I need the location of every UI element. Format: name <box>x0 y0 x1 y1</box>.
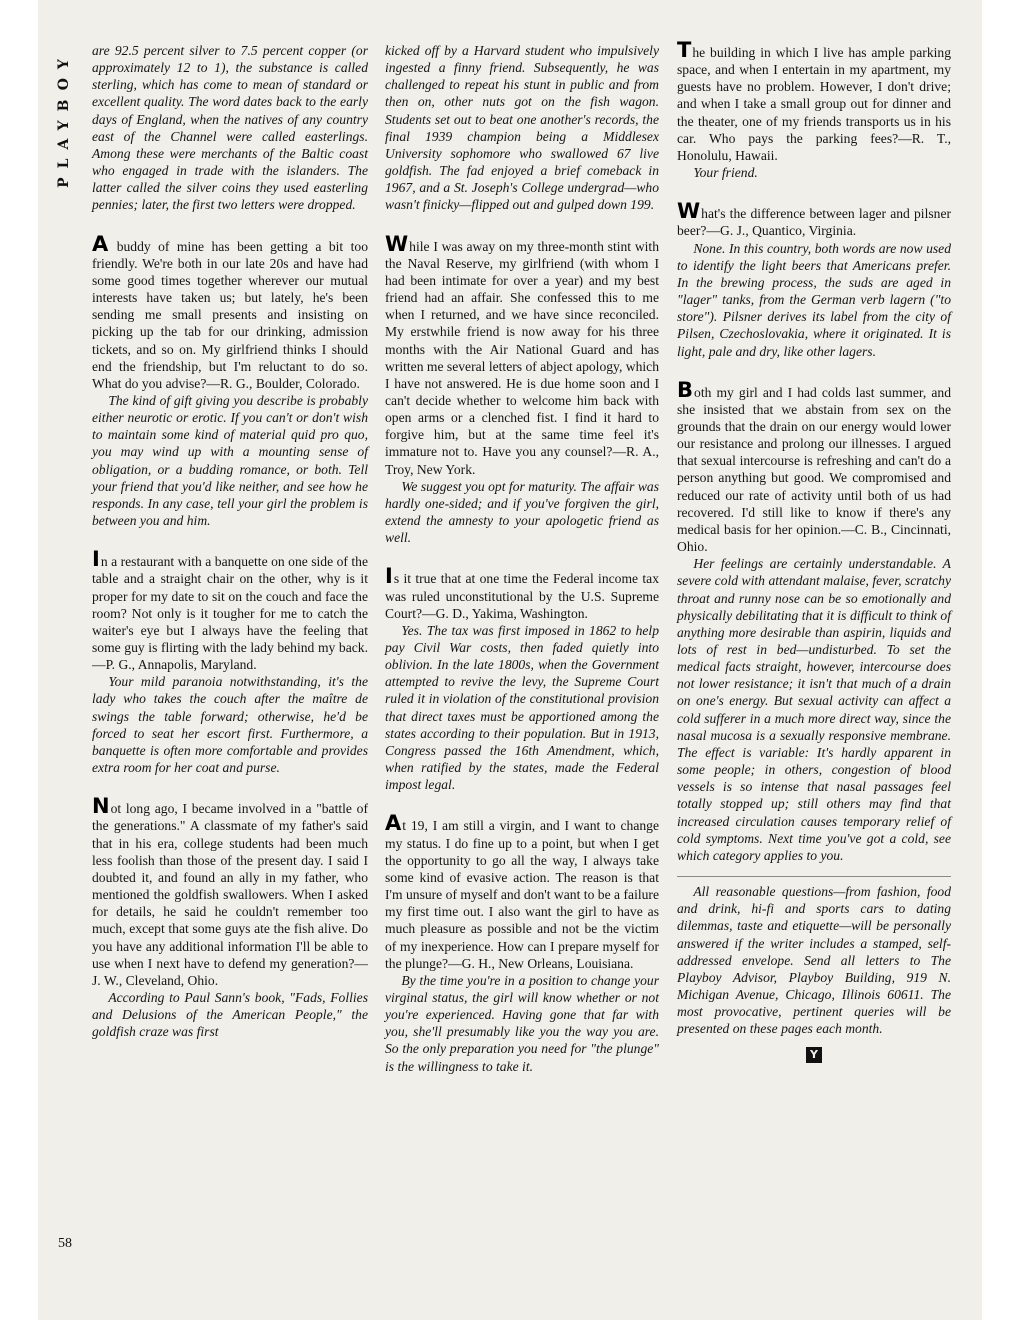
question <box>385 231 659 478</box>
question <box>92 231 368 392</box>
question <box>385 564 659 621</box>
drop-cap: T <box>677 38 692 62</box>
question-text: hile I was away on my three-month stint with the Naval Reserve, my girlfriend (with whom I had been intimate for over a year) and my best friend had an affair. She confessed this to me when I returned, and we have since reconciled. My erstwhile friend is now away for his three months with the Air National Guard and has written me several letters of abject apology, which I have not answered. He is due home soon and I can't decide whether to welcome him back with open arms or a clenched fist. I find it hard to forgive him, but at the same time feel it's immature not to. Have you any counsel?—R. A., Troy, New York. <box>385 238 659 477</box>
drop-cap: A <box>92 231 109 256</box>
column-3 <box>677 38 951 1063</box>
question-text: t 19, I am still a virgin, and I want to change my status. I do fine up to a point, but when I get the opportunity to go all the way, I always take some kind of evasive action. The reason is that I'm unsure of myself and don't want to be a failure my first time out. I also want the girl to have as much pleasure as possible and not be the victim of my inexperience. How can I prepare myself for the plunge?—G. H., New Orleans, Louisiana. <box>385 818 659 971</box>
end-mark-icon <box>677 1045 951 1063</box>
answer: None. In this country, both words are now used to identify the light beers that Americans prefer. In the brewing process, the suds are aged in "lager" tanks, from the German verb lagern ("to store"). Pilsner derives its label from the city of Pilsen, Czechoslovakia, where it originated. It is light, pale and dry, like other lagers. <box>677 240 951 359</box>
answer: Your mild paranoia notwithstanding, it's the lady who takes the couch after the maître de swings the table forward; otherwise, he'd be forced to seat her escort first. Furthermore, a banquette is often more comfortable and provides extra room for her coat and purse. <box>92 674 368 776</box>
submission-note: All reasonable questions—from fashion, food and drink, hi-fi and sports cars to dating dilemmas, taste and etiquette—will be personally answered if the writer includes a stamped, self-addressed envelope. Send all letters to The Playboy Advisor, Playboy Building, 919 N. Michigan Avenue, Chicago, Illinois 60611. The most provocative, pertinent queries will be presented on these pages each month. <box>677 884 951 1037</box>
running-head-text: PLAYBOY <box>56 50 72 188</box>
question-text: he building in which I live has ample parking space, and when I entertain in my apartment, my guests have no problem. However, I don't drive; and when I take a small group out for dinner and the theater, one of my friends transports us in his car. Who pays the parking fees?—R. T., Honolulu, Hawaii. <box>677 45 951 163</box>
question-text: buddy of mine has been getting a bit too friendly. We're both in our late 20s and have had some good times together wherever our mutual interests have taken us; but lately, he's been sending me small presents and insisting on picking up the tab for our drinking, admission tickets, and so on. My girlfriend thinks I should end the friendship, but I'm reluctant to do so. What do you advise?—R. G., Boulder, Colorado. <box>92 238 368 391</box>
question-text: n a restaurant with a banquette on one side of the table and a straight chair on the other, why is it proper for my date to sit on the couch and face the room? Not only is it tougher for me to catch the waiter's eye but I always have the feeling that some guy is flirting with the lady behind my back.—P. G., Annapolis, Maryland. <box>92 554 368 673</box>
question <box>677 377 951 556</box>
drop-cap: B <box>677 377 694 402</box>
answer: Your friend. <box>693 165 758 181</box>
answer: Yes. The tax was first imposed in 1862 to help pay Civil War costs, then faded quietly into oblivion. In the late 1800s, when the Government attempted to revive the levy, the Supreme Court ruled it in violation of the constitutional provision that direct taxes must be apportioned among the states according to their population. But in 1913, Congress passed the 16th Amendment, which, when ratified by the states, made the Federal impost legal. <box>385 622 659 793</box>
answer: Her feelings are certainly understandable. A severe cold with attendant malaise, fever, scratchy throat and runny nose can be so emotionally and physically debilitating that it is difficult to think of anything more desirable than aspirin, liquids and lots of rest in bed—undisturbed. To set the medical facts straight, however, intercourse does not lower resistance; it isn't that much of a drain on one's energy. But sexual activity can affect a cold sufferer in a much more direct way, since the nasal mucosa is a sexually responsive membrane. The effect is variable: It's hardly apparent in some people; in others, congestion of blood vessels is so intense that nasal passages feel totally stopped up; still others may find that increased circulation causes temporary relief of cold symptoms. Next time you've got a cold, see which category applies to you. <box>677 556 951 863</box>
answer: According to Paul Sann's book, "Fads, Follies and Delusions of the American People," the goldfish craze was first <box>92 989 368 1040</box>
drop-cap: N <box>92 794 110 819</box>
running-head <box>52 44 76 194</box>
end-mark-glyph: Y <box>806 1047 822 1063</box>
drop-cap: A <box>385 811 402 836</box>
question <box>677 199 951 239</box>
answer-continued: are 92.5 percent silver to 7.5 percent copper (or approximately 12 to 1), the substance is called sterling, which has come to mean of standard or excellent quality. The word dates back to the early days of England, when the natives of any country east of the Channel were called easterlings. Among these were merchants of the Baltic coast who engaged in trade with the islanders. The latter called the silver coins they used easterling pennies; later, the first two letters were dropped. <box>92 43 368 213</box>
drop-cap: W <box>385 231 409 256</box>
question <box>677 38 951 164</box>
drop-cap: I <box>385 564 393 589</box>
answer: By the time you're in a position to change your virginal status, the girl will know whether or not you're experienced. Having gone that far with you, she'll presumably like you the way you are. So the only preparation you need for "the plunge" is the willingness to take it. <box>385 972 659 1074</box>
divider-rule <box>677 876 951 877</box>
drop-cap: W <box>677 199 701 224</box>
question <box>92 794 368 989</box>
page-number: 58 <box>58 1236 72 1251</box>
column-1 <box>92 42 368 1040</box>
answer: The kind of gift giving you describe is probably either neurotic or erotic. If you can't or don't wish to maintain some kind of material quid pro quo, you may wind up with a mounting sense of obligation, or a budding romance, or both. Tell your friend that you'd like neither, and see how he responds. In any case, tell your girl the problem is between you and him. <box>92 392 368 529</box>
question <box>92 547 368 673</box>
answer: We suggest you opt for maturity. The affair was hardly one-sided; and if you've forgiven the girl, extend the amnesty to your apologetic friend as well. <box>385 478 659 546</box>
drop-cap: I <box>92 547 100 572</box>
question <box>385 811 659 971</box>
question-text: ot long ago, I became involved in a "battle of the generations." A classmate of my father's said that in his era, college students had been much less foolish than those of the present day. I said I doubted it, and found an ally in my father, who mentioned the goldfish swallowers. When I asked for details, he said he couldn't remember too much, except that some guys ate the fish alive. Do you have any additional information I'll be able to use when I next have to defend my generation?—J. W., Cleveland, Ohio. <box>92 801 368 988</box>
question-text: oth my girl and I had colds last summer, and she insisted that we abstain from sex on the grounds that the drain on our energy would lower our resistance and prolong our illnesses. I argued that sexual intercourse is refreshing and can't do a person anything but good. We compromised and reduced our rate of activity until both of us had recovered. I'd still like to know if there's any medical basis for her opinion.—C. B., Cincinnati, Ohio. <box>677 384 951 555</box>
question-text: s it true that at one time the Federal income tax was ruled unconstitutional by the U.S. Supreme Court?—G. D., Yakima, Washington. <box>385 571 659 621</box>
answer-continued: kicked off by a Harvard student who impulsively ingested a finny friend. Subsequently, he was challenged to repeat his stunt in public and from then on, other nuts got on the fish wagon. Students set out to beat one another's records, the final 1939 champion being a Middlesex University sophomore who swallowed 67 live goldfish. The fad enjoyed a brief comeback in 1967, and a St. Joseph's College undergrad—who wasn't finicky—flipped out and gulped down 199. <box>385 43 659 213</box>
column-2 <box>385 42 659 1075</box>
question-text: hat's the difference between lager and pilsner beer?—G. J., Quantico, Virginia. <box>677 206 951 239</box>
